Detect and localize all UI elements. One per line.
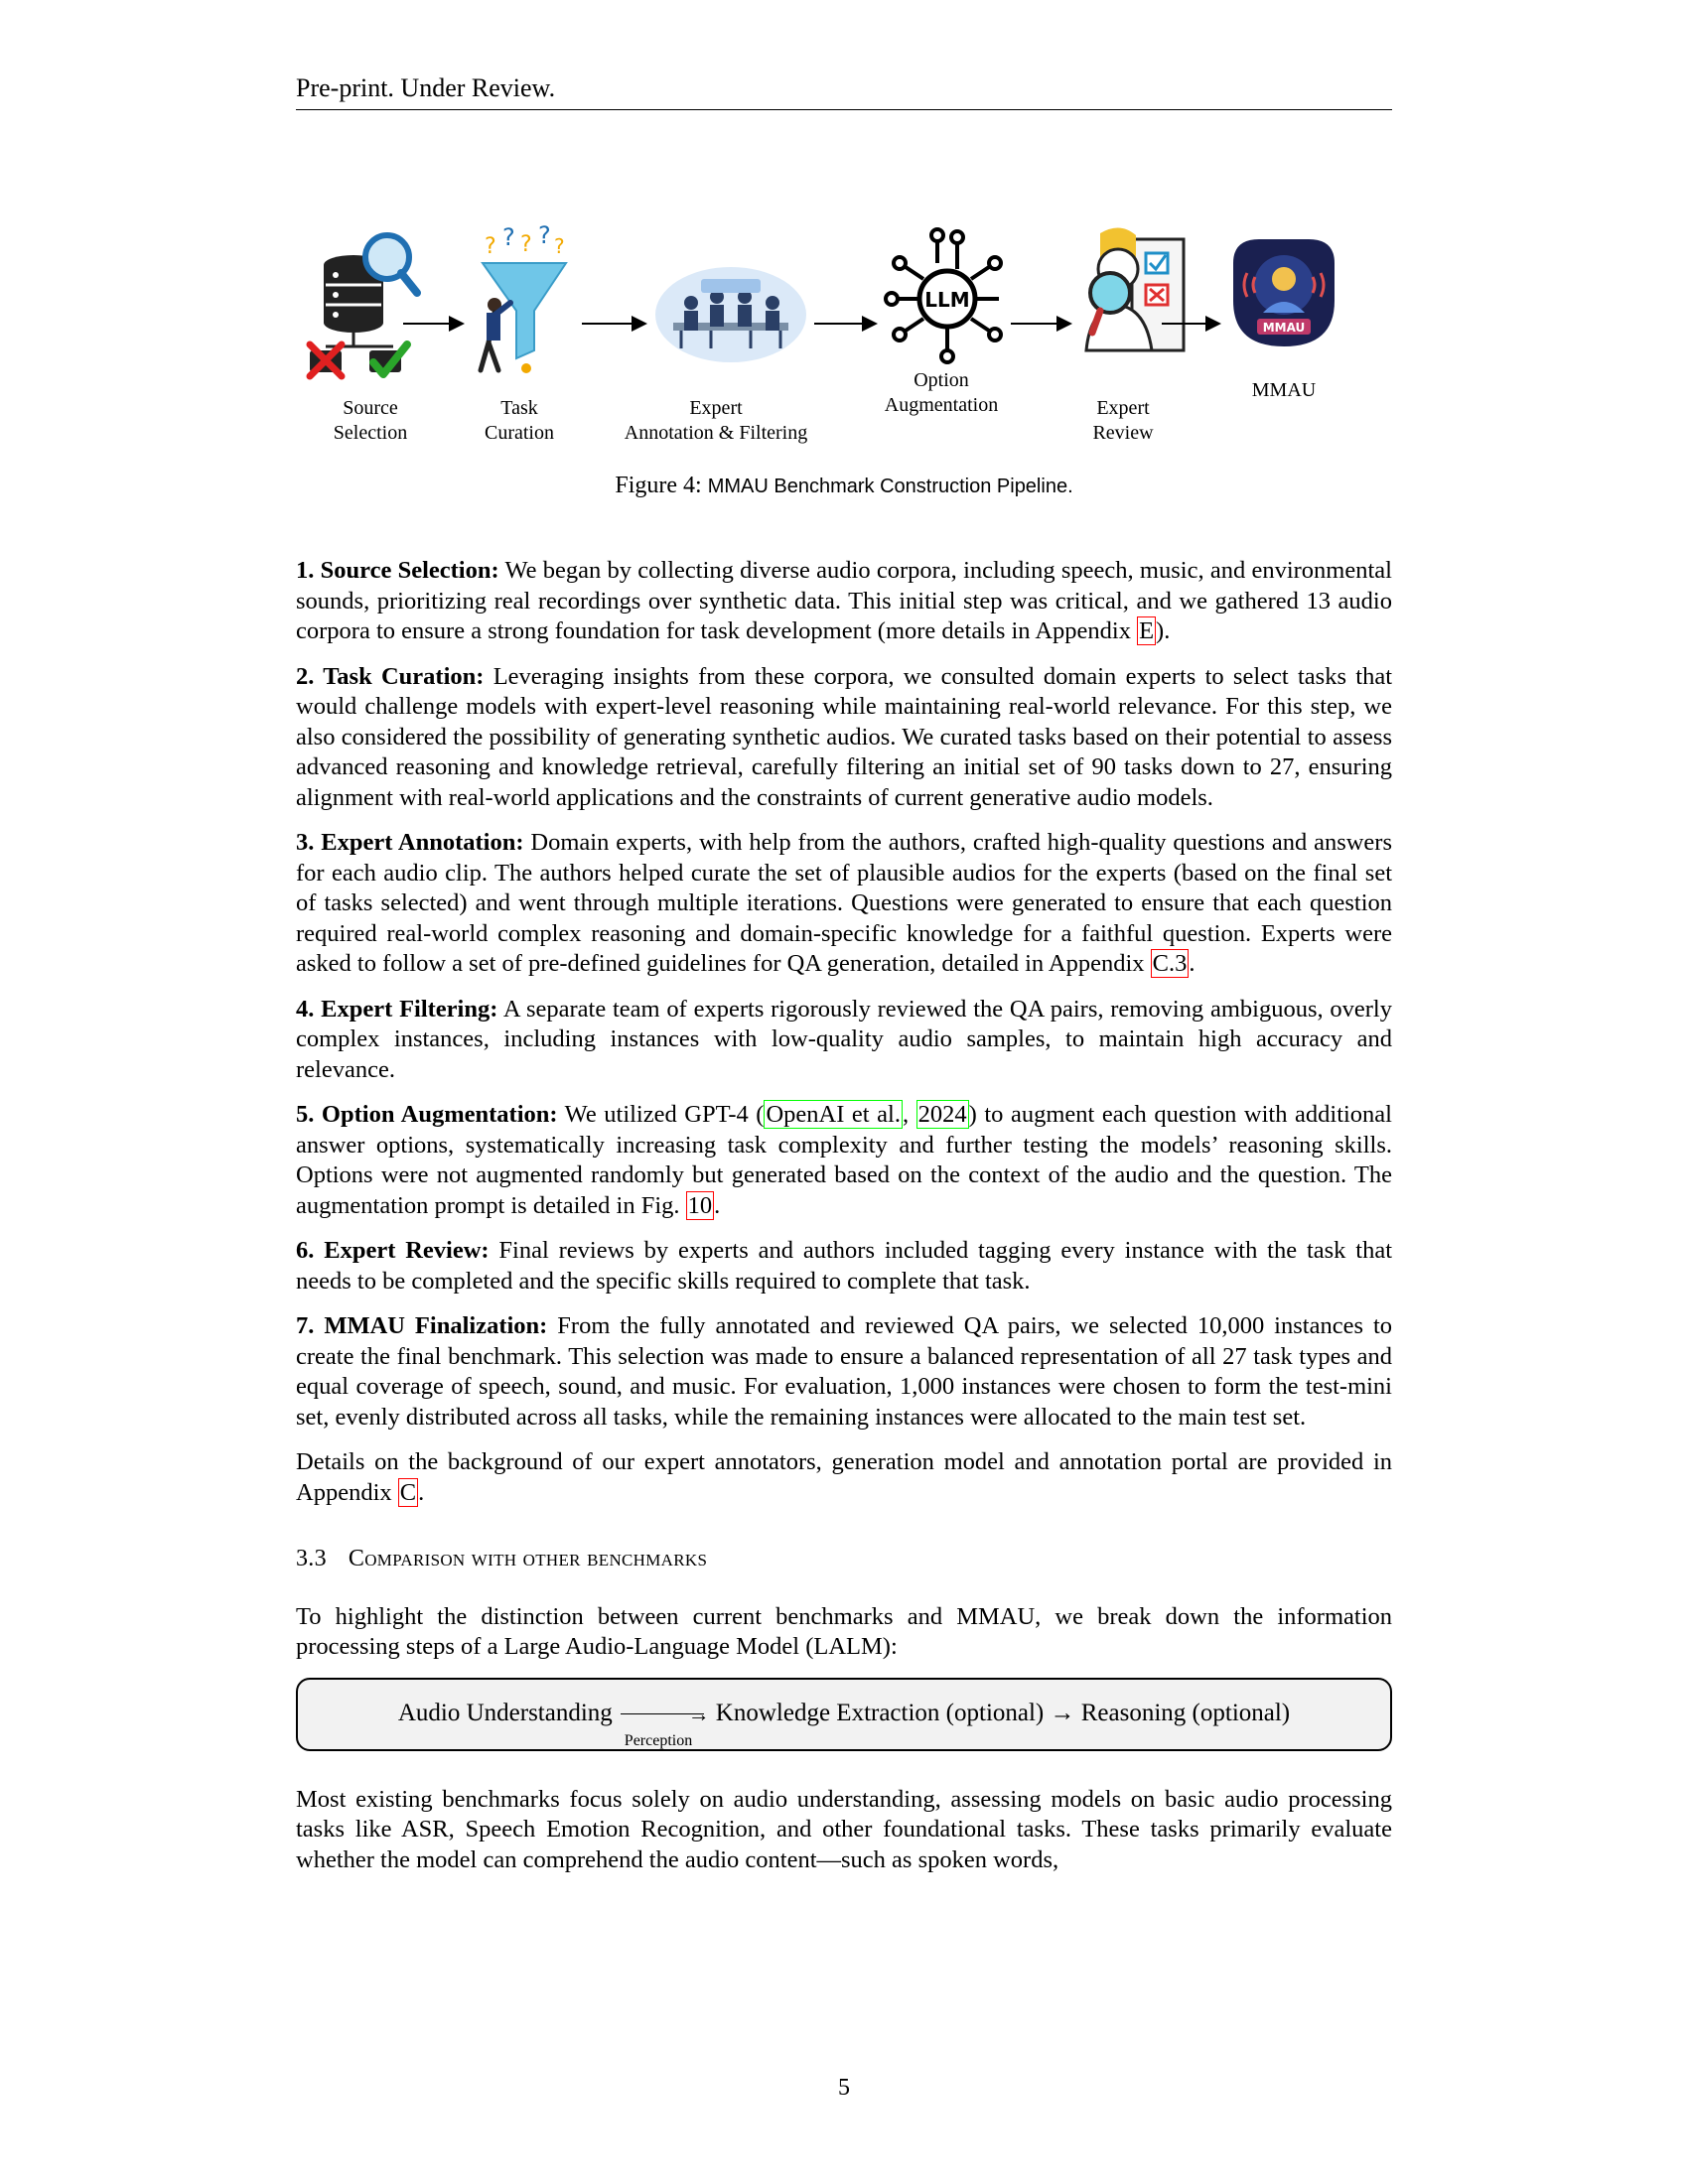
paragraph-details: Details on the background of our expert annotators, generation model and annotation portal are provided in Appendix C. <box>296 1448 1392 1506</box>
stage-source-selection <box>296 223 445 446</box>
paragraph-intro: To highlight the distinction between current benchmarks and MMAU, we break down the information processing steps of a Large Audio-Language Model (LALM): <box>296 1602 1392 1660</box>
svg-text:?: ? <box>502 223 515 251</box>
stage-label: Option Augmentation <box>884 369 999 416</box>
pipeline-figure <box>296 223 1392 452</box>
stage-label: Source Selection <box>333 397 408 444</box>
body-text <box>296 556 1392 1890</box>
lalm-pipeline-box: Audio Understanding → Perception Knowledge Extraction (optional) → Reasoning (optional) <box>296 1678 1392 1751</box>
pipeline-arrow <box>1162 323 1219 325</box>
citation-link[interactable]: OpenAI et al. <box>766 1101 901 1128</box>
running-header: Pre-print. Under Review. <box>296 71 1392 110</box>
figure-link[interactable]: 10 <box>687 1191 713 1219</box>
team-meeting-icon <box>651 223 810 392</box>
pipeline-arrow <box>403 323 463 325</box>
paragraph-expert-annotation: 3. Expert Annotation: Domain experts, with help from the authors, crafted high-quality questions and answers for each audio clip. The authors helped curate the set of plausible audios for the experts (based on the final set of tasks selected) and went through multiple iterations. Questions were generated to ensure that each question required real-world complex reasoning and domain-specific knowledge for a faithful question. Experts were asked to follow a set of pre-defined guidelines for QA generation, detailed in Appendix C.3. <box>296 829 1392 977</box>
appendix-link[interactable]: E <box>1139 617 1155 644</box>
paragraph-source-selection: 1. Source Selection: We began by collecting diverse audio corpora, including speech, music, and environmental sounds, prioritizing real recordings over synthetic data. This initial step was critical, and we gathered 13 audio corpora to ensure a strong foundation for task development (more details in Appendix E). <box>296 557 1392 644</box>
pipeline-arrow <box>814 323 876 325</box>
stage-mmau <box>1219 223 1348 403</box>
appendix-link[interactable]: C.3 <box>1152 950 1188 977</box>
stage-label: Expert Annotation & Filtering <box>624 397 808 444</box>
pipeline-arrow <box>1011 323 1070 325</box>
paragraph-option-augmentation: 5. Option Augmentation: We utilized GPT-4 (OpenAI et al., 2024) to augment each question with additional answer options, systematically increasing task complexity and further testing the models’ reasoning skills. Options were not augmented randomly but generated based on the context of the audio and the question. The augmentation prompt is detailed in Fig. 10. <box>296 1101 1392 1219</box>
page-number: 5 <box>838 2075 850 2101</box>
svg-text:?: ? <box>538 223 551 249</box>
perception-arrow: → Perception <box>621 1705 708 1724</box>
svg-text:?: ? <box>554 234 565 258</box>
figure-caption: Figure 4: MMAU Benchmark Construction Pipeline. <box>615 473 1073 498</box>
database-search-icon <box>296 223 445 392</box>
citation-year-link[interactable]: 2024 <box>917 1101 967 1128</box>
paragraph-task-curation: 2. Task Curation: Leveraging insights from these corpora, we consulted domain experts to select tasks that would challenge models with expert-level reasoning while maintaining real-world relevance. For this step, we also considered the possibility of generating synthetic audios. We curated tasks based on their potential to assess advanced reasoning and knowledge retrieval, carefully filtering an initial set of 90 tasks down to 27, ensuring alignment with real-world applications and the constraints of current generative audio models. <box>296 662 1392 811</box>
stage-option-augmentation <box>882 223 1031 418</box>
paragraph-expert-filtering: 4. Expert Filtering: A separate team of experts rigorously reviewed the QA pairs, removing ambiguous, overly complex instances, including instances with low-quality audio samples, to maintain high accuracy and relevance. <box>296 995 1392 1083</box>
appendix-link[interactable]: C <box>399 1478 417 1506</box>
stage-expert-annotation <box>622 223 840 446</box>
stage-task-curation <box>455 223 584 446</box>
stage-label: Task Curation <box>485 397 554 444</box>
llm-network-icon <box>882 223 1031 392</box>
section-heading: 3.3 Comparison with other benchmarks <box>296 1546 708 1571</box>
mmau-logo-icon <box>1219 223 1348 392</box>
paragraph-closing: Most existing benchmarks focus solely on audio understanding, assessing models on basic audio processing tasks like ASR, Speech Emotion Recognition, and other foundational tasks. These tasks primarily evaluate whether the model can comprehend the audio content—such as spoken words, <box>296 1785 1392 1873</box>
stage-label: Expert Review <box>1092 397 1154 444</box>
stage-expert-review <box>1070 223 1199 446</box>
svg-text:?: ? <box>520 232 532 257</box>
svg-text:?: ? <box>485 234 496 259</box>
paragraph-expert-review: 6. Expert Review: Final reviews by experts and authors included tagging every instance with the task that needs to be completed and the specific skills required to complete that task. <box>296 1237 1393 1295</box>
paragraph-mmau-finalization: 7. MMAU Finalization: From the fully annotated and reviewed QA pairs, we selected 10,000 instances to create the final benchmark. This selection was made to ensure a balanced representation of all 27 task types and equal coverage of speech, sound, and music. For evaluation, 1,000 instances were chosen to form the test-mini set, evenly distributed across all tasks, while the remaining instances were allocated to the main test set. <box>296 1312 1393 1431</box>
funnel-question-icon <box>455 223 584 392</box>
svg-text:LLM: LLM <box>924 288 970 312</box>
svg-text:MMAU: MMAU <box>1262 321 1306 335</box>
stage-label: MMAU <box>1251 379 1317 401</box>
expert-review-icon <box>1070 223 1199 392</box>
